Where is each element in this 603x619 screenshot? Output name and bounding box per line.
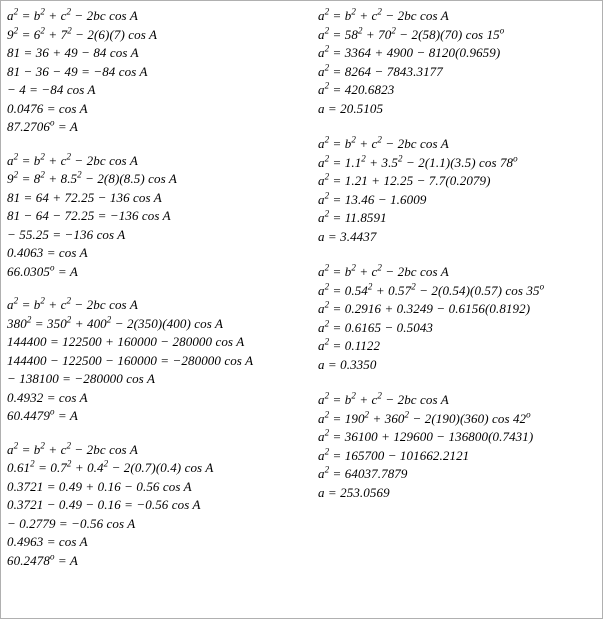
equation-line: $a^2 = 1.1^2 + 3.5^2 - 2(1.1)(3.5)$ cos 78$^o$ <box>317 153 518 170</box>
equation-line: $a^2 = b^2 + c^2 - 2bc$ cos A <box>7 6 138 23</box>
equation-line: 81 = 36 + 49 − 84 cos A <box>7 45 139 60</box>
equation-line: $a^2 = 11.8591$ <box>317 208 387 225</box>
equation-line: $a^2 = b^2 + c^2 - 2bc$ cos A <box>7 151 138 168</box>
columns-container <box>1 1 602 618</box>
problem-6 <box>318 135 598 246</box>
equation-line: $a^2 = 13.46 - 1.6009$ <box>317 190 427 207</box>
equation-line: $87.2706^o = A$ <box>7 117 78 134</box>
equation-line: $a^2 = b^2 + c^2 - 2bc$ cos A <box>317 390 449 407</box>
equation-line: $a^2 = 64037.7879$ <box>317 464 408 481</box>
problem-7 <box>318 263 598 374</box>
equation-line: 81 = 64 + 72.25 − 136 cos A <box>7 189 162 205</box>
equation-line: a = 253.0569 <box>317 484 390 500</box>
equation-line: $a^2 = 0.6165 - 0.5043$ <box>317 318 434 335</box>
equation-line: $a^2 = 58^2 + 70^2 - 2(58)(70)$ cos 15$^o$ <box>317 25 505 42</box>
equation-line: 0.0476 = cos A <box>7 100 88 116</box>
equation-line: $a^2 = 420.6823$ <box>317 80 395 97</box>
problem-4 <box>7 441 318 571</box>
equation-line: a = 0.3350 <box>317 356 377 372</box>
equation-line: $a^2 = 190^2 + 360^2 - 2(190)(360)$ cos 42$^o$ <box>317 409 531 426</box>
problem-5 <box>318 7 598 118</box>
equation-line: $a^2 = 0.54^2 + 0.57^2 - 2(0.54)(0.57)$ cos 35$^o$ <box>317 281 545 298</box>
equation-line: $a^2 = b^2 + c^2 - 2bc$ cos A <box>317 134 449 151</box>
problem-8 <box>318 391 598 502</box>
equation-line: 144400 − 122500 − 160000 = −280000 cos A <box>7 352 254 368</box>
equation-line: $9^2 = 8^2 + 8.5^2 - 2(8)(8.5)$ cos A <box>7 169 177 186</box>
right-column <box>318 7 598 614</box>
equation-line: $66.0305^o = A$ <box>7 262 78 279</box>
equation-line: $a^2 = 1.21 + 12.25 - 7.7(0.2079)$ <box>317 171 491 188</box>
left-column <box>7 7 318 614</box>
equation-line: − 55.25 = −136 cos A <box>7 226 126 242</box>
equation-line: − 0.2779 = −0.56 cos A <box>7 515 136 531</box>
equation-line: a = 20.5105 <box>317 100 384 116</box>
equation-line: 0.3721 − 0.49 − 0.16 = −0.56 cos A <box>7 497 201 512</box>
equation-line: $a^2 = b^2 + c^2 - 2bc$ cos A <box>7 295 138 312</box>
equation-line: $0.61^2 = 0.7^2 + 0.4^2 - 2(0.7)(0.4)$ cos A <box>7 458 214 475</box>
equation-line: 81 − 36 − 49 = −84 cos A <box>7 63 148 79</box>
equation-line: $a^2 = 0.1122$ <box>317 336 381 353</box>
equation-line: − 4 = −84 cos A <box>7 82 96 97</box>
equation-line: $9^2 = 6^2 + 7^2 - 2(6)(7)$ cos A <box>7 25 158 42</box>
equation-line: 0.4932 = cos A <box>7 389 88 405</box>
problem-2 <box>7 152 318 282</box>
equation-line: 81 − 64 − 72.25 = −136 cos A <box>7 208 171 223</box>
equation-line: $380^2 = 350^2 + 400^2 - 2(350)(400)$ cos A <box>7 314 224 331</box>
problem-3 <box>7 296 318 426</box>
problem-1 <box>7 7 318 137</box>
equation-line: $60.4479^o = A$ <box>7 406 78 423</box>
equation-line: $a^2 = 36100 + 129600 - 136800(0.7431)$ <box>317 427 534 444</box>
equation-line: $a^2 = 0.2916 + 0.3249 - 0.6156(0.8192)$ <box>317 299 531 316</box>
equation-line: 144400 = 122500 + 160000 − 280000 cos A <box>7 334 245 349</box>
equation-line: 0.4963 = cos A <box>7 534 88 549</box>
equation-line: − 138100 = −280000 cos A <box>7 371 156 386</box>
equation-line: 0.4063 = cos A <box>7 245 88 260</box>
equation-line: $a^2 = b^2 + c^2 - 2bc$ cos A <box>7 440 138 457</box>
equation-line: 0.3721 = 0.49 + 0.16 − 0.56 cos A <box>7 478 192 494</box>
equation-line: $a^2 = 165700 - 101662.2121$ <box>317 446 470 463</box>
equation-line: $a^2 = 8264 - 7843.3177$ <box>317 62 443 79</box>
equation-line: $60.2478^o = A$ <box>7 551 78 568</box>
equation-line: $a^2 = 3364 + 4900 - 8120(0.9659)$ <box>317 43 501 60</box>
equation-line: $a^2 = b^2 + c^2 - 2bc$ cos A <box>317 6 449 23</box>
equation-line: $a^2 = b^2 + c^2 - 2bc$ cos A <box>317 262 449 279</box>
equation-line: a = 3.4437 <box>317 228 377 244</box>
